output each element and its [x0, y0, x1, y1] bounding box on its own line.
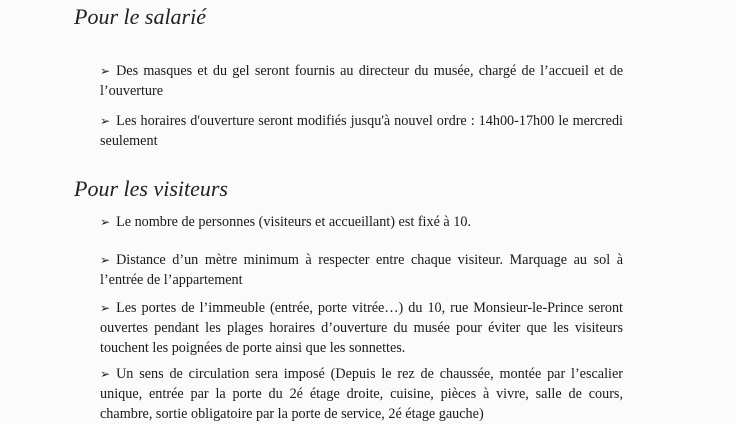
list-item — [100, 111, 623, 151]
list-item-text: Le nombre de personnes (visiteurs et accueillant) est fixé à 10. — [116, 214, 472, 230]
list-item-text: Des masques et du gel seront fournis au directeur du musée, chargé de l’accueil et de l’ouverture — [100, 63, 623, 99]
list-item-text: Les horaires d'ouverture seront modifiés jusqu'à nouvel ordre : 14h00-17h00 le mercredi seulement — [100, 113, 623, 149]
section-heading-salarie: Pour le salarié — [74, 4, 206, 29]
arrow-bullet-icon: ➢ — [100, 64, 111, 78]
arrow-bullet-icon: ➢ — [100, 253, 111, 267]
list-item — [100, 298, 623, 358]
arrow-bullet-icon: ➢ — [100, 215, 111, 229]
list-item — [100, 364, 623, 424]
list-item — [100, 250, 623, 290]
list-item-text: Distance d’un mètre minimum à respecter entre chaque visiteur. Marquage au sol à l’entrée de l’appartement — [100, 252, 623, 288]
list-item — [100, 61, 623, 101]
section-heading-visiteurs: Pour les visiteurs — [74, 176, 228, 201]
arrow-bullet-icon: ➢ — [100, 367, 111, 381]
arrow-bullet-icon: ➢ — [100, 301, 111, 315]
list-item — [100, 212, 623, 232]
list-item-text: Un sens de circulation sera imposé (Depuis le rez de chaussée, montée par l’escalier unique, entrée par la porte du 2é étage droite, cuisine, pièces à vivre, salle de cours, chambre, sortie obligatoire par la porte de service, 2é étage gauche) — [100, 366, 623, 422]
list-item-text: Les portes de l’immeuble (entrée, porte vitrée…) du 10, rue Monsieur-le-Prince seront ouvertes pendant les plages horaires d’ouverture du musée pour éviter que les visiteurs touchent les poignées de porte ainsi que les sonnettes. — [100, 300, 623, 356]
arrow-bullet-icon: ➢ — [100, 114, 111, 128]
